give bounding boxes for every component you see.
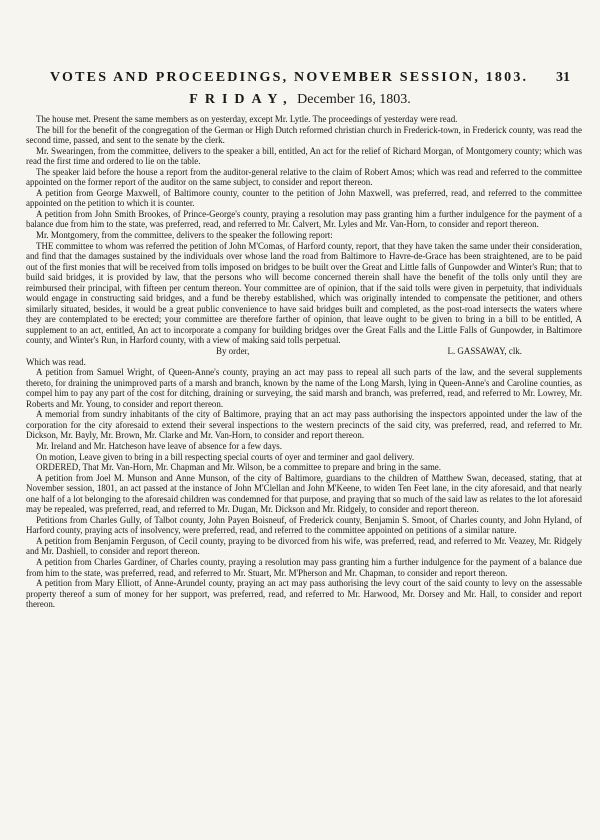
running-header xyxy=(50,70,570,86)
paragraph: A petition from George Maxwell, of Baltimore county, counter to the petition of John Maxwell, was preferred, read, and referred to the committee appointed on the petition to which it is counter. xyxy=(26,187,582,209)
paragraph: A petition from Mary Elliott, of Anne-Arundel county, praying an act may pass authorising the levy court of the said county to levy on the assessable property thereof a sum of money for her support, was preferred, read, and referred to Mr. Harwood, Mr. Dorsey and Mr. Hall, to consider and report thereon. xyxy=(26,578,582,610)
proceedings-body xyxy=(26,114,582,610)
header-title: VOTES AND PROCEEDINGS, NOVEMBER SESSION, 1803. xyxy=(50,70,529,85)
paragraph: A petition from Samuel Wright, of Queen-Anne's county, praying an act may pass to repeal all such parts of the law, and the several supplements thereto, for draining the unimproved parts of a marsh and branch, known by the name of the Long Marsh, lying in Queen-Anne's and Caroline counties, as compel him to pay any part of the cost for ditching, draining or surveying, the said marsh and branch, was preferred, read, and referred to Mr. Lowrey, Mr. Roberts and Mr. Young, to consider and report thereon. xyxy=(26,367,582,409)
day-name: FRIDAY, xyxy=(189,92,294,107)
paragraph: Mr. Montgomery, from the committee, delivers to the speaker the following report: xyxy=(36,230,333,241)
report-signature xyxy=(26,346,582,357)
paragraph: A petition from Charles Gardiner, of Charles county, praying a resolution may pass granting him a further indulgence for the payment of a balance due from him to the state, was preferred, read, and referred to Mr. Stuart, Mr. M'Pherson and Mr. Chapman, to consider and report thereon. xyxy=(26,556,582,578)
paragraph: A petition from John Smith Brookes, of Prince-George's county, praying a resolution may pass granting him a further indulgence for the payment of a balance due from him to the state, was preferred, read, and referred to Mr. Calvert, Mr. Lyles and Mr. Van-Horn, to consider and report thereon. xyxy=(26,208,582,230)
paragraph: On motion, Leave given to bring in a bill respecting special courts of oyer and terminer and gaol delivery. xyxy=(36,451,415,462)
paragraph: Petitions from Charles Gully, of Talbot county, John Payen Boisneuf, of Frederick county, Benjamin S. Smoot, of Charles county, and John Hyland, of Harford county, praying acts of insolvency, were preferred, read, and referred to the committee appointed on petitions of a similar nature. xyxy=(26,514,582,536)
paragraph: A petition from Benjamin Ferguson, of Cecil county, praying to be divorced from his wife, was preferred, read, and referred to Mr. Veazey, Mr. Ridgely and Mr. Dashiell, to consider and report thereon. xyxy=(26,535,582,557)
paragraph: Which was read. xyxy=(26,356,86,367)
paragraph: ORDERED, That Mr. Van-Horn, Mr. Chapman and Mr. Wilson, be a committee to prepare and bring in the same. xyxy=(36,462,441,473)
paragraph: Mr. Ireland and Mr. Hatcheson have leave of absence for a few days. xyxy=(36,440,282,451)
day-heading xyxy=(0,92,600,108)
by-order: By order, xyxy=(216,346,250,357)
paragraph: The bill for the benefit of the congregation of the German or High Dutch reformed christian church in Frederick-town, in Frederick county, was read the second time, passed, and sent to the senate by the clerk. xyxy=(26,124,582,146)
clerk-signature: L. GASSAWAY, clk. xyxy=(447,346,522,357)
paragraph: A petition from Joel M. Munson and Anne Munson, of the city of Baltimore, guardians to the children of Matthew Swan, deceased, stating, that at November session, 1801, an act passed at the instance of John M'Clellan and John M'Keene, to widen Ten Feet lane, in the city aforesaid, and that nearly one half of a lot belonging to the aforesaid children was condemned for that purpose, and praying that so much of the said law as relates to the lot aforesaid may be repealed, was preferred, read, and referred to Mr. Dugan, Mr. Dickson and Mr. Ridgely, to consider and report thereon. xyxy=(26,472,582,515)
paragraph: Mr. Swearingen, from the committee, delivers to the speaker a bill, entitled, An act for the relief of Richard Morgan, of Montgomery county; which was read the first time and ordered to lie on the table. xyxy=(26,145,582,167)
session-date: December 16, 1803. xyxy=(297,92,411,107)
paragraph: The house met. Present the same members as on yesterday, except Mr. Lytle. The proceedings of yesterday were read. xyxy=(36,114,458,124)
paragraph: The speaker laid before the house a report from the auditor-general relative to the claim of Robert Amos; which was read and referred to the committee appointed on the former report of the auditor on the same subject, to consider and report thereon. xyxy=(26,166,582,188)
paragraph: A memorial from sundry inhabitants of the city of Baltimore, praying that an act may pass authorising the inspectors appointed under the law of the corporation for the city aforesaid to extend their several inspections to the western precincts of the said city, was preferred, read, and referred to Mr. Dickson, Mr. Bayly, Mr. Brown, Mr. Clarke and Mr. Van-Horn, to consider and report thereon. xyxy=(26,409,582,441)
committee-report: THE committee to whom was referred the petition of John M'Comas, of Harford county, report, that they have taken the same under their consideration, and find that the damages sustained by the individuals over whose land the road from Baltimore to Havre-de-Grace has been straightened, are to be paid out of the first monies that will be received from tolls imposed on bridges to be built over the Great and Little falls of Gunpowder and Winter's Run; that to build said bridges, it is provided by law, that the persons who will become concerned therein shall have the benefit of the tolls only until they are reimbursed their principal, with fifteen per centum thereon. Your committee are of opinion, that if the said tolls were given in perpetuity, that individuals would engage in constructing said bridges, and a fund be thereby established, which was originally intended to compensate the petitioner, and others similarly situated, besides, it would be a great public convenience to have said bridges built and completed, as the post-road intersects the waters where they are contemplated to be erected; your committee are therefore farther of opinion, that leave ought to be given to bring in a bill to be entitled, A supplement to an act, entitled, An act to incorporate a company for building bridges over the Great Falls and the Little Falls of Gunpowder, in Baltimore county, and Winter's Run, in Harford county, with a view of making said tolls perpetual. xyxy=(26,240,582,346)
page-number: 31 xyxy=(556,70,570,85)
